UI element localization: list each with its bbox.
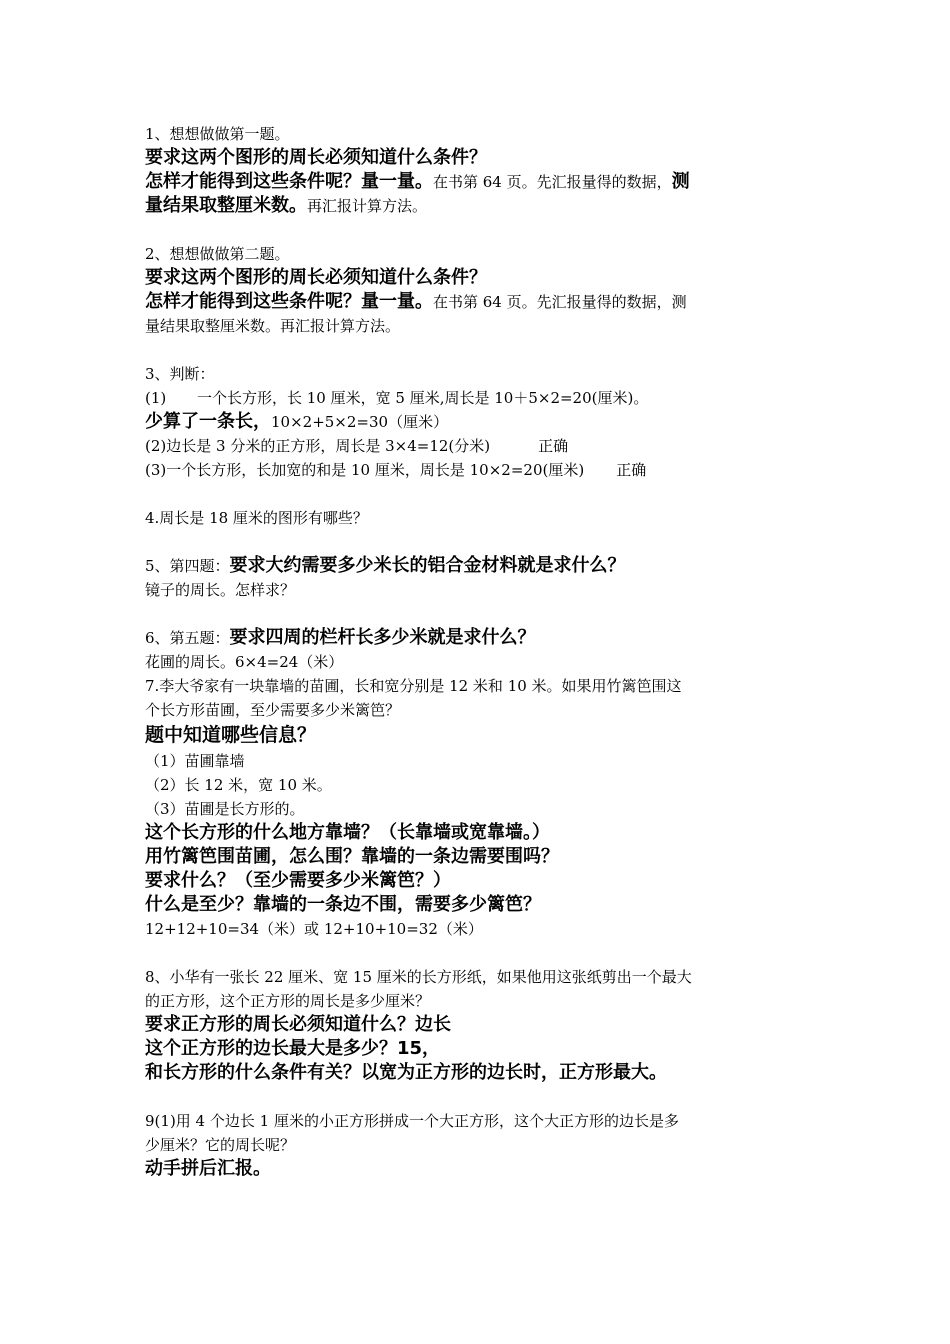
s1-q3-bold: 量结果取整厘米数。: [145, 195, 307, 216]
s2-question-1: 要求这两个图形的周长必须知道什么条件？: [145, 267, 487, 288]
s7-question-4: 什么是至少？靠墙的一条边不围，需要多少篱笆？: [145, 894, 541, 915]
s7-problem-line-2: 个长方形苗圃，至少需要多少米篱笆？: [145, 701, 401, 719]
s1-q2-rest: 在书第 64 页。先汇报量得的数据，: [433, 173, 672, 191]
s1-title: 1、想想做做第一题。: [145, 125, 290, 143]
s2-q2-bold: 怎样才能得到这些条件呢？量一量。: [145, 291, 433, 312]
spacer: [145, 482, 810, 506]
s1-question-3-line: [145, 194, 810, 218]
s5-label: 5、第四题：: [145, 557, 230, 575]
s3-correction-calc: 10×2+5×2=30（厘米）: [271, 413, 449, 431]
s2-question-3: 量结果取整厘米数。再汇报计算方法。: [145, 317, 401, 335]
s1-q3-rest: 再汇报计算方法。: [307, 197, 428, 215]
spacer: [145, 602, 810, 626]
s1-q2-bold2: 测: [671, 171, 690, 192]
s3-item-1: [145, 386, 810, 410]
s3-item-3-verdict: 正确: [616, 461, 647, 479]
s7-calculation: 12+12+10=34（米）或 12+10+10=32（米）: [145, 920, 483, 938]
s3-correction-bold: 少算了一条长，: [145, 411, 271, 432]
s8-problem-line-2: 的正方形，这个正方形的周长是多少厘米？: [145, 992, 431, 1010]
spacer: [145, 218, 810, 242]
spacer: [145, 1085, 810, 1109]
s3-item-1-num: (1): [145, 389, 167, 407]
s5-question-bold: 要求大约需要多少米长的铝合金材料就是求什么？: [229, 555, 626, 576]
s7-info-3: （3）苗圃是长方形的。: [145, 800, 305, 818]
s7-question-1: 这个长方形的什么地方靠墙？（长靠墙或宽靠墙。）: [145, 822, 550, 843]
s2-q2-rest: 在书第 64 页。先汇报量得的数据，测: [433, 293, 687, 311]
s3-title: 3、判断：: [145, 365, 215, 383]
s4-title: 4.周长是 18 厘米的图形有哪些？: [145, 509, 368, 527]
s6-label: 6、第五题：: [145, 629, 230, 647]
s3-item-3-text: (3)一个长方形，长加宽的和是 10 厘米，周长是 10×2=20(厘米): [145, 461, 585, 479]
s9-problem-line-2: 少厘米？它的周长呢？: [145, 1136, 296, 1154]
s7-info-2: （2）长 12 米，宽 10 米。: [145, 776, 332, 794]
s1-question-2-line: [145, 170, 810, 194]
s6-question-bold: 要求四周的栏杆长多少米就是求什么？: [229, 627, 536, 648]
spacer: [145, 941, 810, 965]
s7-info-1: （1）苗圃靠墙: [145, 752, 245, 770]
s6-question: [145, 626, 810, 650]
s3-item-2: [145, 434, 810, 458]
s7-problem-line-1: 7.李大爷家有一块靠墙的苗圃，长和宽分别是 12 米和 10 米。如果用竹篱笆围这: [145, 677, 682, 695]
s2-question-2-line: [145, 290, 810, 314]
s3-item-1-text: 一个长方形，长 10 厘米，宽 5 厘米,周长是 10＋5×2=20(厘米)。: [197, 389, 649, 407]
document-page: [145, 122, 810, 1181]
s7-info-heading: 题中知道哪些信息？: [145, 724, 317, 746]
s3-item-2-text: (2)边长是 3 分米的正方形，周长是 3×4=12(分米): [145, 437, 491, 455]
s8-problem-line-1: 8、小华有一张长 22 厘米、宽 15 厘米的长方形纸，如果他用这张纸剪出一个最大: [145, 968, 692, 986]
s8-question-3: 和长方形的什么条件有关？以宽为正方形的边长时，正方形最大。: [145, 1062, 667, 1083]
s5-answer: 镜子的周长。怎样求？: [145, 581, 296, 599]
s3-item-3: [145, 458, 810, 482]
spacer: [145, 530, 810, 554]
s7-question-3: 要求什么？（至少需要多少米篱笆？）: [145, 870, 451, 891]
s8-question-2: 这个正方形的边长最大是多少？15，: [145, 1038, 441, 1059]
s6-answer: 花圃的周长。6×4=24（米）: [145, 653, 344, 671]
s9-problem-line-1: 9(1)用 4 个边长 1 厘米的小正方形拼成一个大正方形，这个大正方形的边长是多: [145, 1112, 679, 1130]
s7-question-2: 用竹篱笆围苗圃，怎么围？靠墙的一条边需要围吗？: [145, 846, 559, 867]
s1-q2-bold: 怎样才能得到这些条件呢？量一量。: [145, 171, 433, 192]
s9-action: 动手拼后汇报。: [145, 1158, 271, 1179]
s5-question: [145, 554, 810, 578]
s3-item-2-verdict: 正确: [538, 437, 569, 455]
s2-title: 2、想想做做第二题。: [145, 245, 290, 263]
s8-question-1: 要求正方形的周长必须知道什么？边长: [145, 1014, 451, 1035]
s1-question-1: 要求这两个图形的周长必须知道什么条件？: [145, 147, 487, 168]
spacer: [145, 338, 810, 362]
s3-correction: [145, 410, 810, 434]
